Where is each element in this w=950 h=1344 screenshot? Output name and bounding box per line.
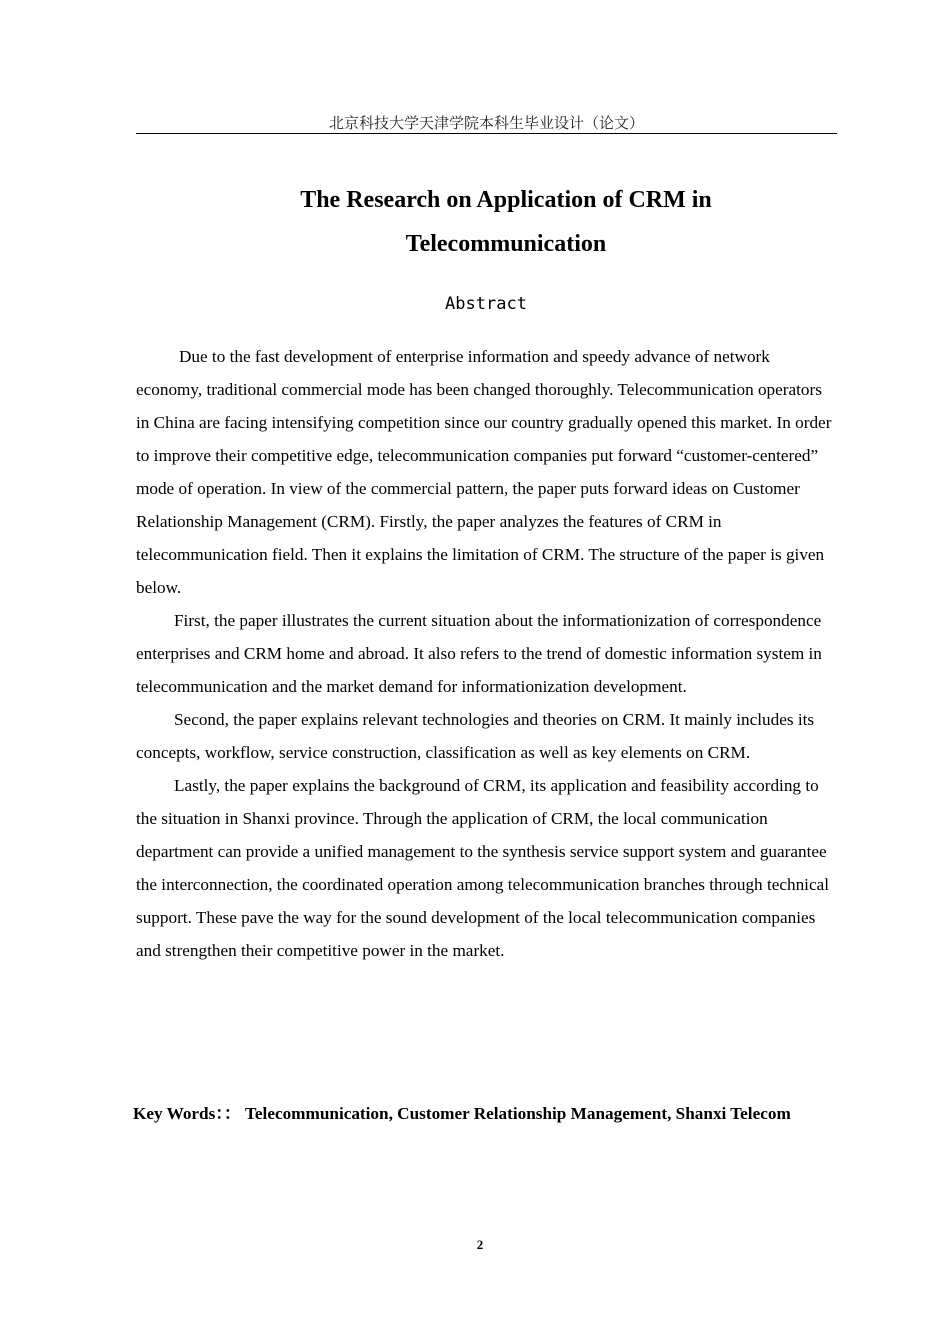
abstract-heading: Abstract — [445, 294, 527, 314]
header-rule — [136, 133, 837, 134]
title-line-1: The Research on Application of CRM in — [300, 187, 712, 213]
abstract-paragraph: Due to the fast development of enterprise information and speedy advance of network economy, traditional commercial mode has been changed thoroughly. Telecommunication operators in China are facing intensifying competition since our country gradually opened this market. In order to improve their competitive edge, telecommunication companies put forward “customer-centered” mode of operation. In view of the commercial pattern, the paper puts forward ideas on Customer Relationship Management (CRM). Firstly, the paper analyzes the features of CRM in telecommunication field. Then it explains the limitation of CRM. The structure of the paper is given below. — [136, 347, 832, 597]
paper-title — [136, 178, 876, 266]
abstract-paragraph: First, the paper illustrates the current situation about the informationization of correspondence enterprises and CRM home and abroad. It also refers to the trend of domestic information system in telecommunication and the market demand for informationization development. — [136, 611, 822, 696]
title-line-2: Telecommunication — [405, 231, 607, 257]
page-number: 2 — [476, 1237, 484, 1252]
page-header: 北京科技大学天津学院本科生毕业设计（论文） — [328, 114, 644, 132]
keywords: Key Words：： Telecommunication, Customer Relationship Management, Shanxi Telecom — [133, 1104, 791, 1123]
abstract-paragraph: Second, the paper explains relevant technologies and theories on CRM. It mainly includes its concepts, workflow, service construction, classification as well as key elements on CRM. — [136, 710, 815, 762]
abstract-body — [136, 340, 836, 967]
abstract-paragraph: Lastly, the paper explains the background of CRM, its application and feasibility according to the situation in Shanxi province. Through the application of CRM, the local communication department can provide a unified management to the synthesis service support system and guarantee the interconnection, the coordinated operation among telecommunication branches through technical support. These pave the way for the sound development of the local telecommunication companies and strengthen their competitive power in the market. — [136, 776, 829, 960]
